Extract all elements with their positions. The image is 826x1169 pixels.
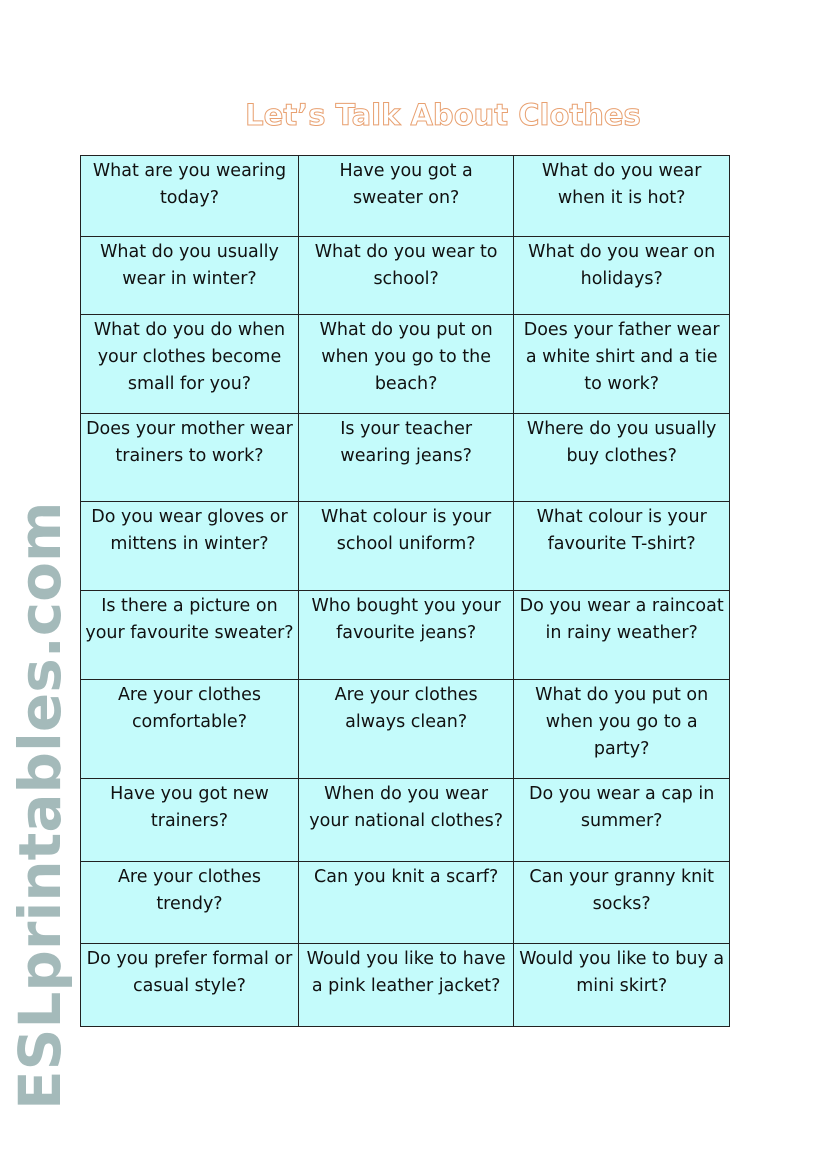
question-card: Are your clothes trendy?: [81, 862, 299, 944]
question-card: What do you wear on holidays?: [514, 237, 730, 315]
table-row: [81, 680, 730, 779]
question-card: What colour is your favourite T-shirt?: [514, 502, 730, 591]
table-row: [81, 156, 730, 237]
table-row: [81, 315, 730, 414]
question-card: Can you knit a scarf?: [298, 862, 513, 944]
question-card: Would you like to have a pink leather jacket?: [298, 944, 513, 1027]
question-card: What are you wearing today?: [81, 156, 299, 237]
question-card: Does your father wear a white shirt and a tie to work?: [514, 315, 730, 414]
question-card: Do you wear a cap in summer?: [514, 779, 730, 862]
question-card: What do you put on when you go to a party?: [514, 680, 730, 779]
question-card: Have you got a sweater on?: [298, 156, 513, 237]
table-row: [81, 502, 730, 591]
question-card: What colour is your school uniform?: [298, 502, 513, 591]
question-card: Who bought you your favourite jeans?: [298, 591, 513, 680]
table-row: [81, 862, 730, 944]
question-card: What do you usually wear in winter?: [81, 237, 299, 315]
table-row: [81, 237, 730, 315]
question-card: Have you got new trainers?: [81, 779, 299, 862]
question-card: When do you wear your national clothes?: [298, 779, 513, 862]
watermark: ESLprintables.com: [6, 501, 74, 1110]
question-card: Are your clothes comfortable?: [81, 680, 299, 779]
table-row: [81, 591, 730, 680]
question-card: What do you do when your clothes become small for you?: [81, 315, 299, 414]
question-card: What do you wear when it is hot?: [514, 156, 730, 237]
question-card: Where do you usually buy clothes?: [514, 414, 730, 502]
table-row: [81, 414, 730, 502]
question-card: Are your clothes always clean?: [298, 680, 513, 779]
question-card: What do you wear to school?: [298, 237, 513, 315]
table-row: [81, 779, 730, 862]
question-card: Is your teacher wearing jeans?: [298, 414, 513, 502]
question-card: What do you put on when you go to the beach?: [298, 315, 513, 414]
question-card: Do you prefer formal or casual style?: [81, 944, 299, 1027]
table-row: [81, 944, 730, 1027]
question-card: Can your granny knit socks?: [514, 862, 730, 944]
question-grid: [80, 155, 730, 1027]
question-card: Would you like to buy a mini skirt?: [514, 944, 730, 1027]
question-card: Does your mother wear trainers to work?: [81, 414, 299, 502]
question-card: Do you wear a raincoat in rainy weather?: [514, 591, 730, 680]
question-card: Do you wear gloves or mittens in winter?: [81, 502, 299, 591]
question-card: Is there a picture on your favourite sweater?: [81, 591, 299, 680]
page-title: Let’s Talk About Clothes: [245, 98, 641, 132]
